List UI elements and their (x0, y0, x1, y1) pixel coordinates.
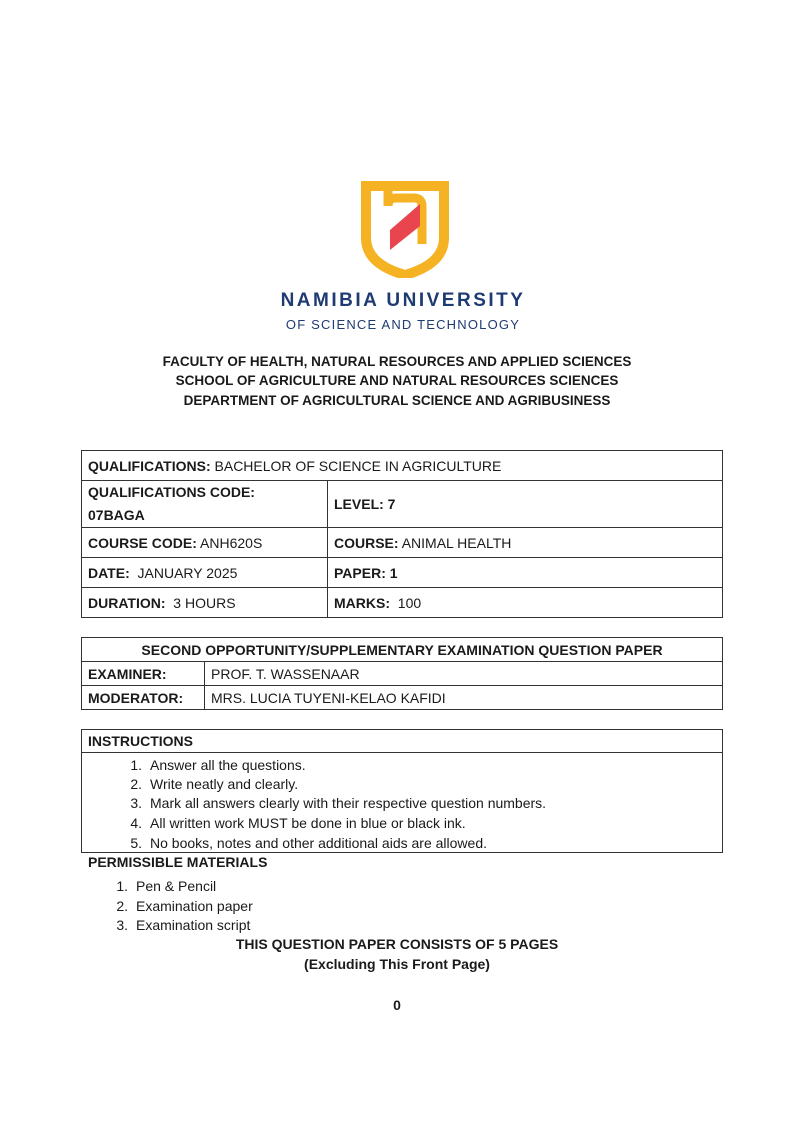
course-details-table (81, 450, 723, 618)
examiner-label: EXAMINER: (82, 662, 205, 686)
instruction-item: 3. Mark all answers clearly with their respective question numbers. (130, 795, 547, 811)
course-cell: COURSE: ANIMAL HEALTH (328, 528, 723, 558)
material-item: 2. Examination paper (116, 898, 253, 914)
material-item: 1. Pen & Pencil (116, 878, 217, 894)
instruction-item: 1. Answer all the questions. (130, 757, 306, 773)
instruction-item: 2. Write neatly and clearly. (130, 776, 299, 792)
university-name-subtitle: OF SCIENCE AND TECHNOLOGY (285, 317, 521, 332)
course-code-cell: COURSE CODE: ANH620S (82, 528, 328, 558)
excluding-note: (Excluding This Front Page) (304, 956, 490, 972)
qualifications-cell: QUALIFICATIONS: BACHELOR OF SCIENCE IN AGRICULTURE (82, 451, 723, 481)
exam-type-title: SECOND OPPORTUNITY/SUPPLEMENTARY EXAMINATION QUESTION PAPER (82, 638, 723, 662)
faculty-heading: FACULTY OF HEALTH, NATURAL RESOURCES AND APPLIED SCIENCES (162, 354, 632, 369)
instructions-heading: INSTRUCTIONS (82, 730, 722, 753)
moderator-label: MODERATOR: (82, 686, 205, 710)
paper-cell: PAPER: 1 (328, 558, 723, 588)
examiners-table (81, 637, 723, 710)
level-cell: LEVEL: 7 (328, 481, 723, 528)
examiner-value: PROF. T. WASSENAAR (205, 662, 723, 686)
date-cell: DATE: JANUARY 2025 (82, 558, 328, 588)
university-shield-logo (360, 180, 450, 278)
school-heading: SCHOOL OF AGRICULTURE AND NATURAL RESOURCES SCIENCES (175, 373, 619, 388)
pages-note: THIS QUESTION PAPER CONSISTS OF 5 PAGES (235, 936, 559, 952)
university-name: NAMIBIA UNIVERSITY (280, 290, 526, 311)
material-item: 3. Examination script (116, 917, 251, 933)
instruction-item: 4. All written work MUST be done in blue or black ink. (130, 815, 466, 831)
materials-heading: PERMISSIBLE MATERIALS (88, 854, 268, 870)
marks-cell: MARKS: 100 (328, 588, 723, 618)
qualification-code-cell: QUALIFICATIONS CODE: 07BAGA (82, 481, 328, 528)
moderator-value: MRS. LUCIA TUYENI-KELAO KAFIDI (205, 686, 723, 710)
instruction-item: 5. No books, notes and other additional aids are allowed. (130, 835, 487, 851)
department-heading: DEPARTMENT OF AGRICULTURAL SCIENCE AND AGRIBUSINESS (183, 393, 611, 408)
page-number: 0 (393, 997, 401, 1013)
duration-cell: DURATION: 3 HOURS (82, 588, 328, 618)
